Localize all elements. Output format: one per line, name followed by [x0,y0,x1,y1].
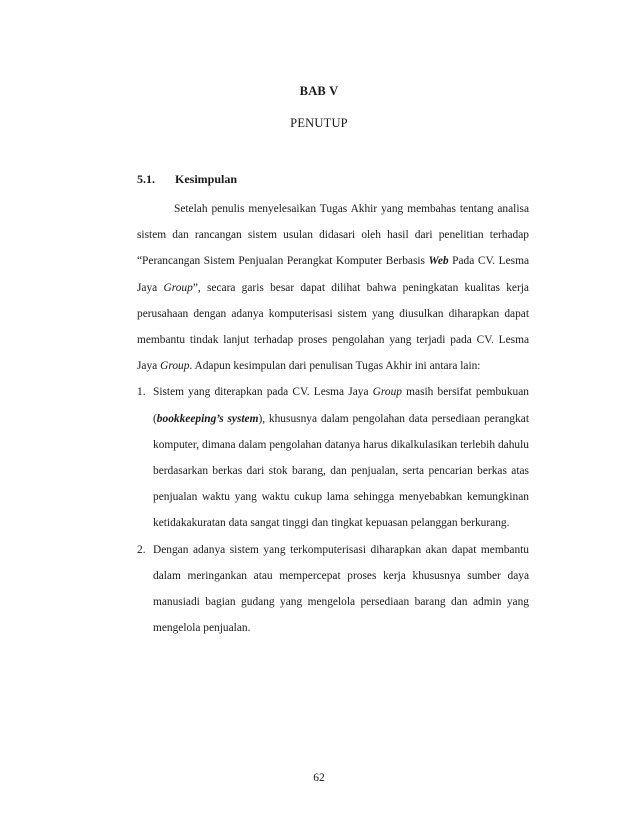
intro-paragraph [137,196,529,379]
intro-text-group-1: Group [163,281,193,294]
intro-text-3: Pada CV. Lesma Jaya [137,255,530,294]
intro-text-group-2: Group [160,360,190,373]
intro-text-web: Web [428,255,449,268]
item1-text-1: Sistem yang diterapkan pada CV. Lesma Jaya [153,386,373,399]
intro-text-7: . Adapun kesimpulan dari penulisan Tugas Akhir ini antara lain: [189,360,481,373]
item1-text-bookkeeping: bookkeeping’s system [156,412,259,425]
section-number: 5.1. [137,172,155,186]
list-item [137,379,529,536]
item1-text-5: ), khususnya dalam pengolahan data persediaan perangkat komputer, dimana dalam pengolahan datanya harus dikalkulasikan terlebih dahulu berdasarkan berkas dari stok barang, dan penjualan, serta pencarian berkas atas penjualan waktu yang waktu cukup lama sehingga menyebabkan kemungkinan ketidakakuratan data sangat tinggi dan tingkat kepuasan pelanggan berkurang. [153,412,529,530]
chapter-title: PENUTUP [290,116,348,130]
conclusion-list [137,379,529,641]
list-marker: 2. [137,543,146,556]
item1-text-3: masih bersifat pembukuan ( [153,386,529,425]
body-text [137,196,529,641]
item2-text: Dengan adanya sistem yang terkomputerisasi diharapkan akan dapat membantu dalam meringankan atau mempercepat proses kerja khususnya sumber daya manusiadi bagian gudang yang mengelola persediaan barang dan admin yang mengelola penjualan. [153,543,529,635]
chapter-label: BAB V [299,84,339,98]
intro-text-1: Setelah penulis menyelesaikan Tugas Akhir yang membahas tentang analisa sistem dan rancangan sistem usulan didasari oleh hasil dari penelitian terhadap “Perancangan Sistem Penjualan Perangkat Komputer Berbasis [137,203,529,268]
section-heading [137,172,237,187]
intro-text-5: ”, secara garis besar dapat dilihat bahwa peningkatan kualitas kerja perusahaan dengan adanya komputerisasi sistem yang diusulkan diharapkan dapat membantu tindak lanjut terhadap proses pengolahan yang terjadi pada CV. Lesma Jaya [137,281,529,373]
list-item [137,537,529,642]
page-number: 62 [313,772,325,784]
item1-text-group: Group [372,386,402,399]
section-title: Kesimpulan [175,172,238,186]
list-marker: 1. [137,386,146,399]
